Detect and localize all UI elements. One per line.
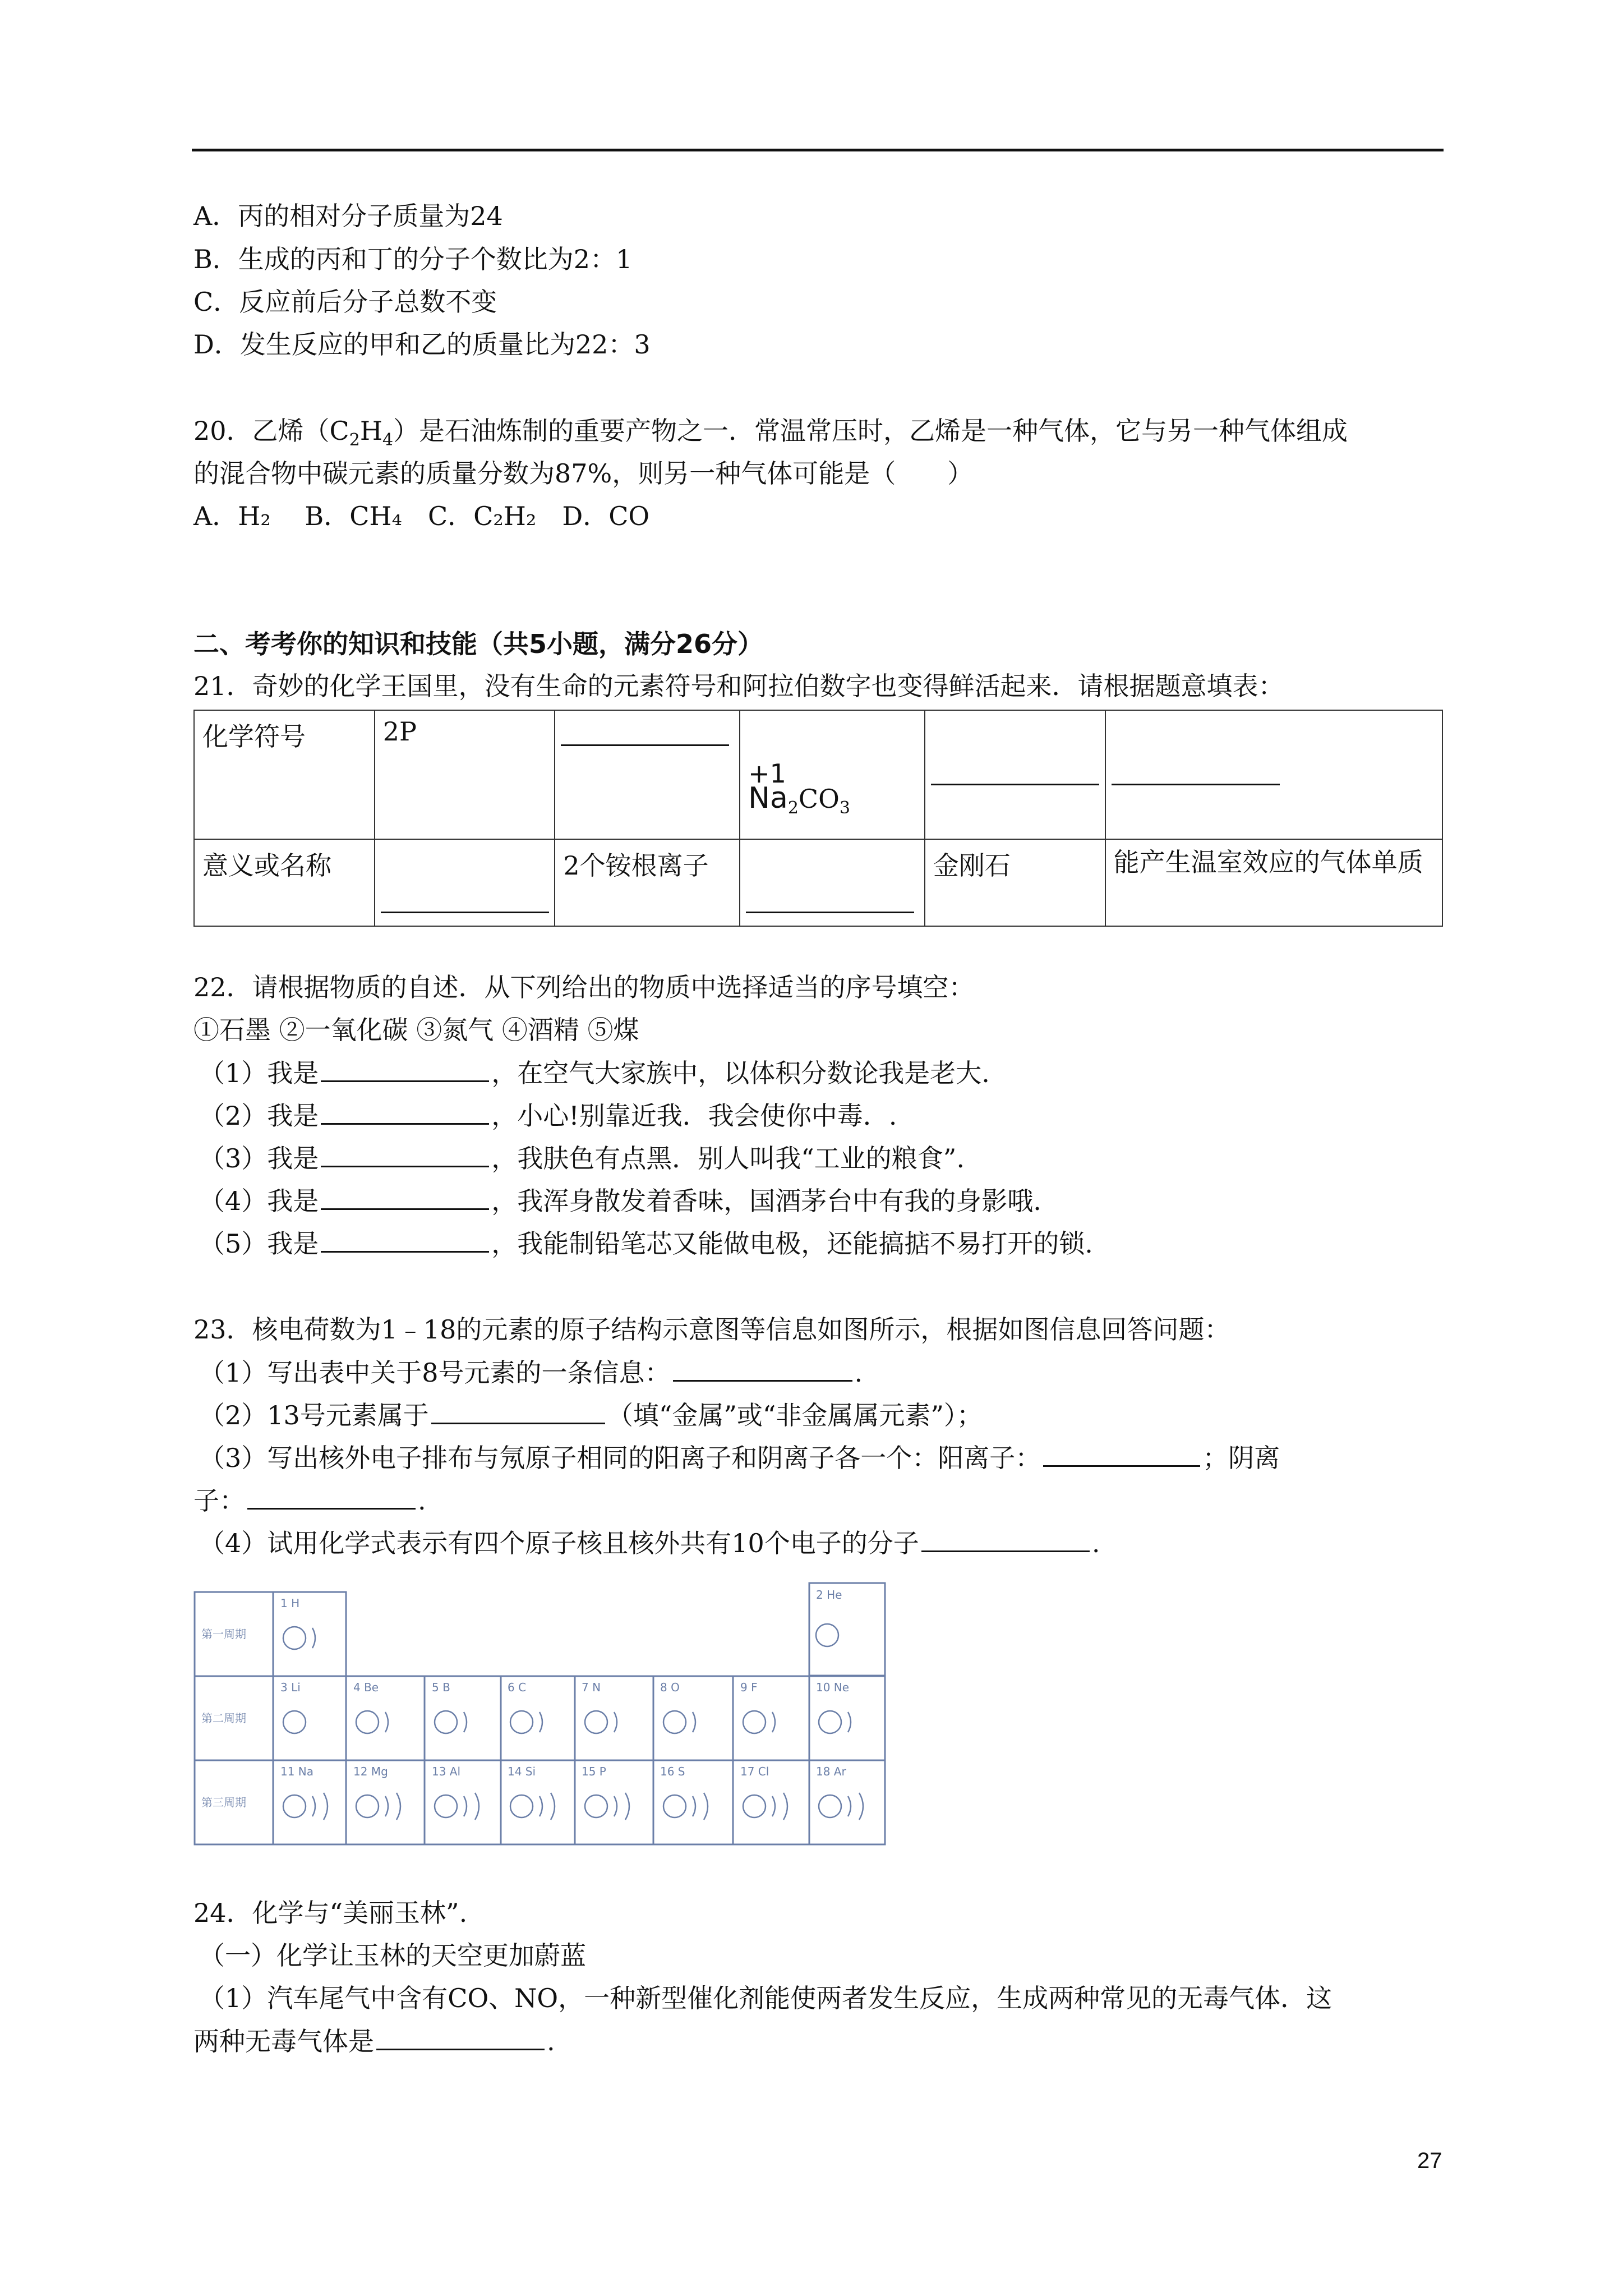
q23-part3: （3）写出核外电子排布与氖原子相同的阳离子和阴离子各一个：阳离子： ；阴离: [199, 1441, 1280, 1475]
q19-option-c: C．反应前后分子总数不变: [193, 287, 497, 317]
q21-row2-header: 意义或名称: [194, 839, 375, 926]
element-f: 9 F: [740, 1681, 758, 1694]
q19-option-b: B．生成的丙和丁的分子个数比为2：1: [193, 244, 633, 274]
q24-part1: （1）汽车尾气中含有CO、NO，一种新型催化剂能使两者发生反应，生成两种常见的无毒气体．这: [199, 1983, 1332, 2013]
q21-row2-c4: 金刚石: [925, 839, 1105, 926]
element-c: 6 C: [508, 1681, 527, 1694]
q21-row2-c3-blank[interactable]: [740, 839, 925, 926]
element-si: 14 Si: [508, 1765, 536, 1778]
q19-option-a: A．丙的相对分子质量为24: [193, 201, 503, 231]
atom-diagrams: [283, 1624, 863, 1820]
element-li: 3 Li: [280, 1681, 301, 1694]
q23-blank-2[interactable]: [431, 1398, 605, 1424]
q21-row1-c2-blank[interactable]: [555, 710, 740, 839]
q22-blank-3[interactable]: [321, 1141, 489, 1167]
q21-row1-c4-blank[interactable]: [925, 710, 1105, 839]
element-s: 16 S: [660, 1765, 685, 1778]
q21-table: [193, 710, 1443, 927]
q23-blank-4[interactable]: [247, 1483, 416, 1510]
q23-blank-1[interactable]: [673, 1355, 852, 1382]
q21-row1-header: 化学符号: [194, 710, 375, 839]
q22-item-2: （2）我是 ，小心!别靠近我．我会使你中毒．.: [199, 1098, 897, 1133]
q20-line1: 20．乙烯$(C_2H_4)$是石油炼制的重要产物之一．常温常压时，乙烯是一种气体，它与另一种气体组成: [193, 416, 1348, 450]
q20-options: A．H₂ B．CH₄ C．C₂H₂ D．CO: [193, 501, 650, 531]
q22-item-1: （1）我是 ，在空气大家族中，以体积分数论我是老大.: [199, 1056, 990, 1090]
q20-line2: 的混合物中碳元素的质量分数为87%，则另一种气体可能是（ ）: [193, 458, 974, 489]
q21-row2-c2: 2个铵根离子: [555, 839, 740, 926]
q21-row1-c5-blank[interactable]: [1105, 710, 1442, 839]
q22-stem: 22．请根据物质的自述．从下列给出的物质中选择适当的序号填空：: [193, 972, 975, 1002]
element-ar: 18 Ar: [816, 1765, 846, 1778]
q21-row1-c1: 2P: [375, 710, 555, 839]
q23-part2: （2）13号元素属于 （填“金属”或“非金属属元素”）；: [199, 1398, 983, 1432]
q23-part4: （4）试用化学式表示有四个原子核且核外共有10个电子的分子 .: [199, 1526, 1100, 1560]
q21-row2-c5: 能产生温室效应的气体单质: [1105, 839, 1442, 926]
q23-part1: （1）写出表中关于8号元素的一条信息： .: [199, 1355, 863, 1389]
q22-blank-4[interactable]: [321, 1184, 489, 1210]
period-1-label: 第一周期: [201, 1627, 246, 1641]
q22-blank-5[interactable]: [321, 1226, 489, 1253]
q23-blank-3[interactable]: [1043, 1441, 1200, 1467]
element-n: 7 N: [582, 1681, 601, 1694]
periodic-table-figure: [193, 1582, 889, 1851]
period-3-label: 第三周期: [201, 1796, 246, 1809]
element-he: 2 He: [816, 1588, 842, 1602]
q24-blank-1[interactable]: [376, 2024, 545, 2050]
element-mg: 12 Mg: [353, 1765, 388, 1778]
element-cl: 17 Cl: [740, 1765, 769, 1778]
element-h: 1 H: [280, 1596, 300, 1610]
q21-row2-c1-blank[interactable]: [375, 839, 555, 926]
q21-stem: 21．奇妙的化学王国里，没有生命的元素符号和阿拉伯数字也变得鲜活起来．请根据题意填表：: [193, 671, 1284, 701]
q22-item-4: （4）我是 ，我浑身散发着香味，国酒茅台中有我的身影哦.: [199, 1184, 1041, 1218]
q19-option-d: D．发生反应的甲和乙的质量比为22：3: [193, 329, 651, 360]
q22-item-3: （3）我是 ，我肤色有点黑．别人叫我“工业的粮食”.: [199, 1141, 965, 1175]
q22-blank-1[interactable]: [321, 1056, 489, 1082]
element-be: 4 Be: [353, 1681, 379, 1694]
section2-title: 二、考考你的知识和技能（共5小题，满分26分）: [193, 629, 764, 659]
element-b: 5 B: [432, 1681, 450, 1694]
period-2-label: 第二周期: [201, 1711, 246, 1725]
q22-item-5: （5）我是 ，我能制铅笔芯又能做电极，还能搞掂不易打开的锁.: [199, 1226, 1093, 1260]
q21-row1-c3: +1 $Na_2CO_3$: [740, 710, 925, 839]
header-rule: [192, 149, 1444, 151]
element-na: 11 Na: [280, 1765, 314, 1778]
q23-part3-line2: 子： .: [193, 1483, 426, 1517]
q22-blank-2[interactable]: [321, 1098, 489, 1125]
q24-sub1: （一）化学让玉林的天空更加蔚蓝: [199, 1940, 586, 1971]
q23-blank-5[interactable]: [921, 1526, 1090, 1552]
page-number: 27: [1417, 2148, 1442, 2173]
element-ne: 10 Ne: [816, 1681, 850, 1694]
element-o: 8 O: [660, 1681, 680, 1694]
q24-stem: 24．化学与“美丽玉林”.: [193, 1898, 468, 1928]
q23-stem: 23．核电荷数为1﹣18的元素的原子结构示意图等信息如图所示，根据如图信息回答问题：: [193, 1314, 1230, 1345]
element-p: 15 P: [582, 1765, 606, 1778]
q22-choices: ①石墨 ②一氧化碳 ③氮气 ④酒精 ⑤煤: [193, 1015, 639, 1045]
q24-part1-line2: 两种无毒气体是 .: [193, 2024, 555, 2058]
element-al: 13 Al: [432, 1765, 461, 1778]
